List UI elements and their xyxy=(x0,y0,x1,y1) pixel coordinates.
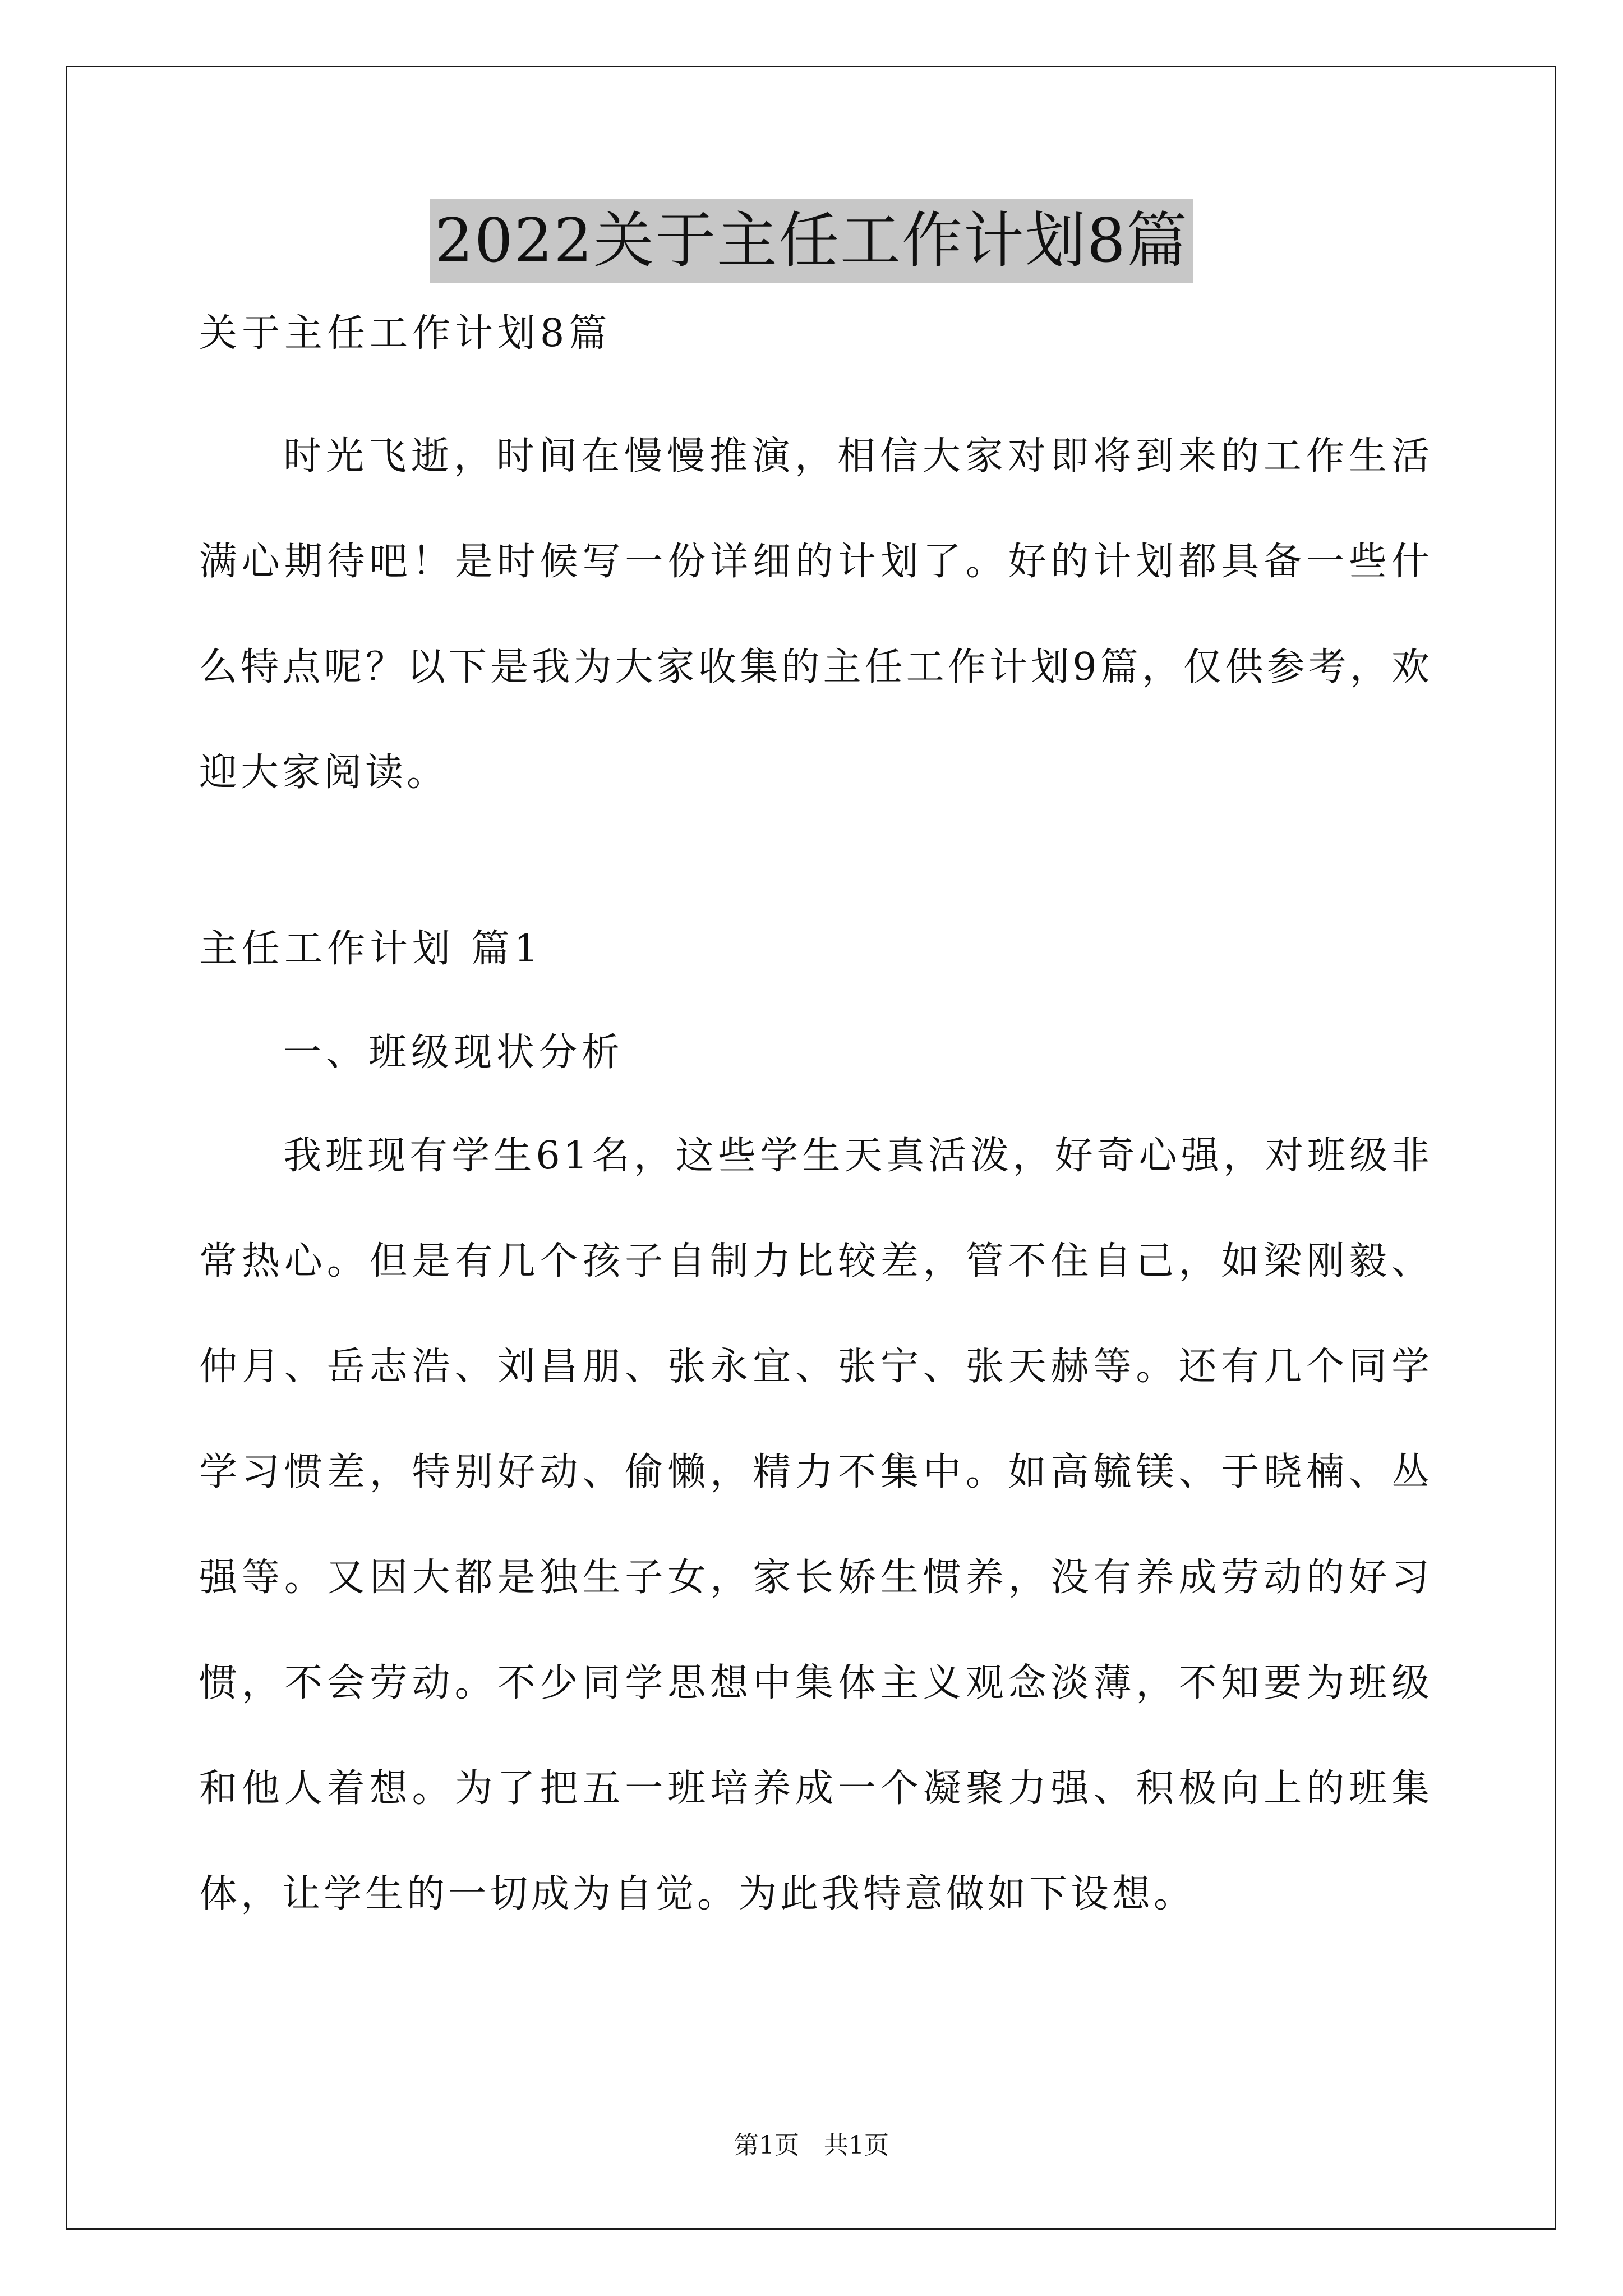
page-footer: 第1页 共1页 xyxy=(734,2131,889,2160)
document-body xyxy=(199,306,1433,1947)
intro-paragraph: 时光飞逝，时间在慢慢推演，相信大家对即将到来的工作生活满心期待吧！是时候写一份详细的计划了。好的计划都具备一些什么特点呢？以下是我为大家收集的主任工作计划9篇，仅供参考，欢迎大家阅读。 xyxy=(199,434,1433,795)
title-container xyxy=(0,199,1623,283)
body-paragraph: 我班现有学生61名，这些学生天真活泼，好奇心强，对班级非常热心。但是有几个孩子自制力比较差，管不住自己，如梁刚毅、仲月、岳志浩、刘昌朋、张永宜、张宁、张天赫等。还有几个同学学习惯差，特别好动、偷懒，精力不集中。如高毓镁、于晓楠、丛强等。又因大都是独生子女，家长娇生惯养，没有养成劳动的好习惯，不会劳动。不少同学思想中集体主义观念淡薄，不知要为班级和他人着想。为了把五一班培养成一个凝聚力强、积极向上的班集体，让学生的一切成为自觉。为此我特意做如下设想。 xyxy=(199,1134,1433,1916)
document-title: 2022关于主任工作计划8篇 xyxy=(430,199,1193,283)
section-heading: 一、班级现状分析 xyxy=(283,1030,625,1075)
section-title: 主任工作计划 篇1 xyxy=(199,927,543,971)
document-subtitle: 关于主任工作计划8篇 xyxy=(199,311,612,356)
